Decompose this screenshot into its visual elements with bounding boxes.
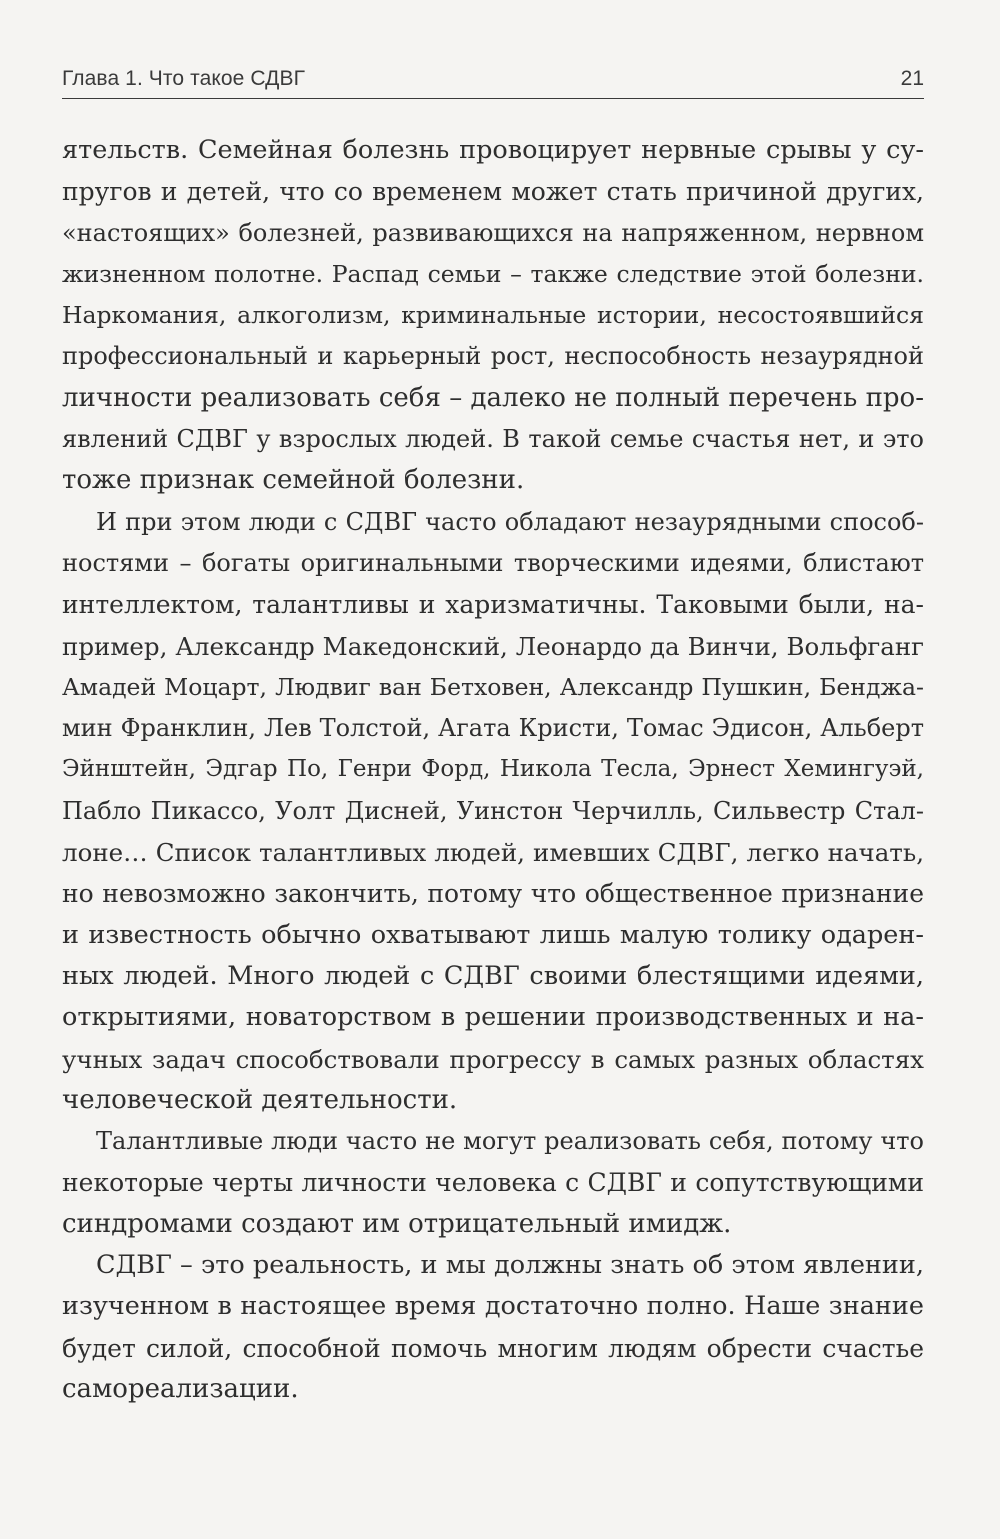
text-line: Амадей Моцарт, Людвиг ван Бетховен, Александр Пушкин, Бенджа- bbox=[62, 672, 924, 701]
text-line: человеческой деятельности. bbox=[62, 1084, 458, 1115]
text-line: открытиями, новаторством в решении производственных и на- bbox=[62, 1002, 924, 1033]
body-text bbox=[62, 130, 924, 1410]
text-line: лоне… Список талантливых людей, имевших СДВГ, легко начать, bbox=[62, 838, 924, 868]
text-line: но невозможно закончить, потому что общественное признание bbox=[62, 879, 924, 909]
page-number: 21 bbox=[900, 67, 924, 90]
text-line: личности реализовать себя – далеко не полный перечень про- bbox=[62, 382, 924, 413]
text-line: ятельств. Семейная болезнь провоцирует нервные срывы у су- bbox=[62, 135, 924, 165]
text-line: ных людей. Много людей с СДВГ своими блестящими идеями, bbox=[62, 960, 924, 991]
running-header bbox=[62, 64, 924, 99]
text-line: и известность обычно охватывают лишь малую толику одарен- bbox=[62, 919, 924, 950]
text-line: синдромами создают им отрицательный имидж. bbox=[62, 1208, 732, 1239]
text-line: пример, Александр Македонский, Леонардо да Винчи, Вольфганг bbox=[62, 631, 924, 661]
text-line: пругов и детей, что со временем может стать причиной других, bbox=[62, 177, 924, 207]
text-line: явлений СДВГ у взрослых людей. В такой семье счастья нет, и это bbox=[62, 425, 924, 454]
text-line: тоже признак семейной болезни. bbox=[62, 465, 525, 496]
text-line: самореализации. bbox=[62, 1373, 299, 1404]
text-line: ностями – богаты оригинальными творческими идеями, блистают bbox=[62, 548, 924, 577]
text-line: Пабло Пикассо, Уолт Дисней, Уинстон Черчилль, Сильвестр Стал- bbox=[62, 796, 924, 825]
text-line: Эйнштейн, Эдгар По, Генри Форд, Никола Тесла, Эрнест Хемингуэй, bbox=[62, 756, 924, 783]
text-line: учных задач способствовали прогрессу в самых разных областях bbox=[62, 1044, 924, 1074]
text-line: жизненном полотне. Распад семьи – также следствие этой болезни. bbox=[62, 259, 924, 288]
paragraph-first-line: Талантливые люди часто не могут реализовать себя, потому что bbox=[96, 1127, 924, 1156]
chapter-title: Глава 1. Что такое СДВГ bbox=[62, 67, 306, 90]
text-line: «настоящих» болезней, развивающихся на напряженном, нервном bbox=[62, 218, 924, 247]
paragraph-first-line: СДВГ – это реальность, и мы должны знать об этом явлении, bbox=[96, 1250, 924, 1281]
paragraph-first-line: И при этом люди с СДВГ часто обладают незаурядными способ- bbox=[96, 507, 924, 536]
text-line: Наркомания, алкоголизм, криминальные истории, несостоявшийся bbox=[62, 301, 924, 330]
text-line: профессиональный и карьерный рост, неспособность незаурядной bbox=[62, 342, 924, 371]
text-line: мин Франклин, Лев Толстой, Агата Кристи, Томас Эдисон, Альберт bbox=[62, 714, 924, 743]
text-line: изученном в настоящее время достаточно полно. Наше знание bbox=[62, 1291, 924, 1322]
text-line: некоторые черты личности человека с СДВГ и сопутствующими bbox=[62, 1168, 924, 1198]
text-line: будет силой, способной помочь многим людям обрести счастье bbox=[62, 1333, 924, 1363]
text-line: интеллектом, талантливы и харизматичны. Таковыми были, на- bbox=[62, 590, 924, 620]
